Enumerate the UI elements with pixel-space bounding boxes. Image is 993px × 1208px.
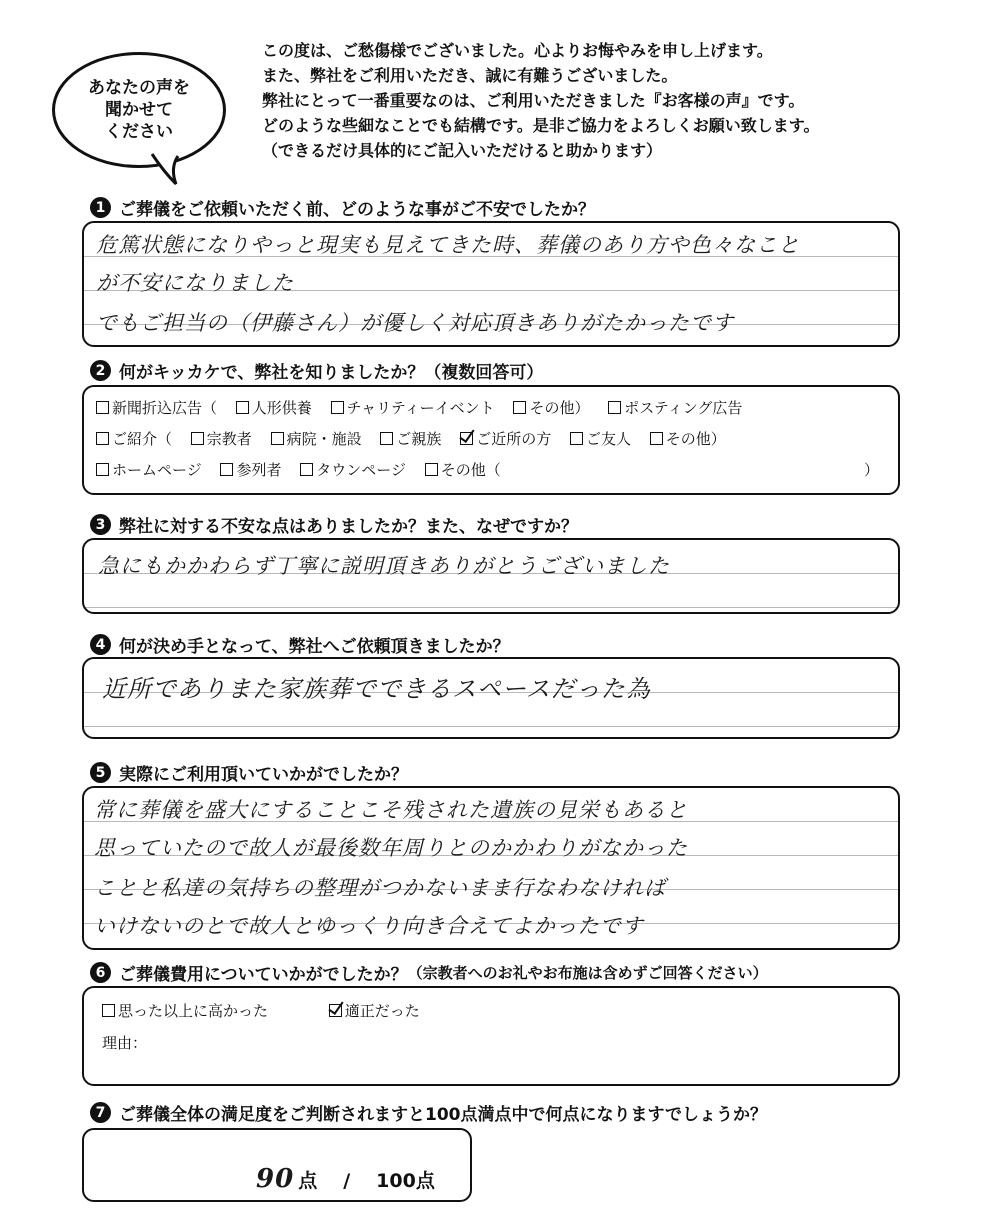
q7-score-box [82,1128,472,1202]
q7-score-row [256,1164,435,1194]
q5-answer-line: いけないのとで故人とゆっくり向き合えてよかったです [94,914,644,938]
q3-title [90,512,578,537]
q2-option-referral[interactable]: ご紹介（ [96,424,172,454]
q2-option-hospital[interactable]: 病院・施設 [271,424,362,454]
checkbox-icon[interactable] [220,463,233,476]
q5-title [90,760,408,785]
q5-answer-box[interactable] [82,786,900,950]
q1-answer-line: でもご担当の（伊藤さん）が優しく対応頂きありがたかったです [96,311,734,335]
q1-text: ご葬儀をご依頼いただく前、どのような事がご不安でしたか？ [119,200,595,220]
intro-text [262,38,962,163]
q2-option-newspaper[interactable]: 新聞折込広告（ [96,393,217,423]
q4-answer-box[interactable] [82,657,900,739]
intro-line: また、弊社をご利用いただき、誠に有難うございました。 [262,66,678,85]
checkbox-icon[interactable] [96,401,109,414]
q3-text: 弊社に対する不安な点はありましたか？また、なぜですか？ [119,517,578,537]
checkbox-icon[interactable] [236,401,249,414]
q5-text: 実際にご利用頂いていかがでしたか？ [119,765,408,785]
q6-answer-box [82,986,900,1086]
q2-title [90,358,543,383]
q6-option-expensive[interactable]: 思った以上に高かった [102,996,268,1026]
checkbox-icon[interactable] [102,1004,115,1017]
q6-option-row [102,996,434,1026]
q2-option-homepage[interactable]: ホームページ [96,455,202,485]
q4-answer-line: 近所でありまた家族葬でできるスペースだった為 [102,675,651,703]
q1-answer-line: が不安になりました [96,271,294,295]
q6-title [90,960,768,985]
q4-title [90,632,510,657]
voice-bubble [52,52,226,168]
q7-text: ご葬儀全体の満足度をご判断されますと100点満点中で何点になりますでしょうか？ [119,1105,767,1125]
intro-line: （できるだけ具体的にご記入いただけると助かります） [262,141,663,160]
q3-number: 3 [90,514,111,535]
q6-option-appropriate[interactable]: 適正だった [329,996,420,1026]
q2-option-row [96,455,515,485]
checkbox-icon[interactable] [271,432,284,445]
q1-number: 1 [90,197,111,218]
q5-answer-line: ことと私達の気持ちの整理がつかないまま行なわなければ [94,876,666,900]
q7-max: 100点 [376,1170,435,1192]
q2-option-row [96,393,756,423]
q5-number: 5 [90,762,111,783]
q2-option-friend[interactable]: ご友人 [570,424,631,454]
q1-title [90,195,595,220]
checkbox-icon[interactable] [380,432,393,445]
checkbox-icon[interactable] [513,401,526,414]
q2-option-townpage[interactable]: タウンページ [300,455,406,485]
q6-text: ご葬儀費用についていかがでしたか？ [119,965,408,985]
q3-answer-box[interactable] [82,538,900,614]
q4-number: 4 [90,634,111,655]
q7-score-unit: 点 [298,1170,318,1192]
q6-number: 6 [90,962,111,983]
checkbox-icon[interactable] [331,401,344,414]
checkbox-checked-icon[interactable] [460,432,473,445]
bubble-line: 聞かせて [105,100,173,120]
q6-reason-label: 理由： [102,1034,148,1052]
checkbox-icon[interactable] [650,432,663,445]
q6-note: （宗教者へのお礼やお布施は含めずご回答ください） [407,964,768,982]
bubble-line: あなたの声を [88,78,190,98]
q7-score-value[interactable]: 90 [256,1164,295,1194]
checkbox-icon[interactable] [425,463,438,476]
checkbox-icon[interactable] [300,463,313,476]
q2-option-other2[interactable]: その他） [650,424,726,454]
q1-answer-box[interactable] [82,221,900,347]
checkbox-icon[interactable] [96,463,109,476]
checkbox-icon[interactable] [96,432,109,445]
checkbox-icon[interactable] [191,432,204,445]
q7-number: 7 [90,1102,111,1123]
q2-option-charity[interactable]: チャリティーイベント [331,393,495,423]
bubble-tail-icon [150,150,190,186]
q2-text: 何がキッカケで、弊社を知りましたか？（複数回答可） [119,363,544,383]
intro-line: どのような些細なことでも結構です。是非ご協力をよろしくお願い致します。 [262,116,820,135]
q7-title [90,1100,767,1125]
checkbox-checked-icon[interactable] [329,1004,342,1017]
q4-text: 何が決め手となって、弊社へご依頼頂きましたか？ [119,637,510,657]
q3-answer-line: 急にもかかわらず丁寧に説明頂きありがとうございました [98,554,670,578]
q2-option-doll[interactable]: 人形供養 [236,393,312,423]
q2-option-neighbor[interactable]: ご近所の方 [460,424,551,454]
q2-close-paren: ） [864,461,880,479]
q2-option-posting[interactable]: ポスティング広告 [608,393,742,423]
q1-answer-line: 危篤状態になりやっと現実も見えてきた時、葬儀のあり方や色々なこと [96,233,800,257]
q2-option-relatives[interactable]: ご親族 [380,424,441,454]
bubble-line: ください [105,122,173,142]
q2-option-other1[interactable]: その他） [513,393,589,423]
intro-line: この度は、ご愁傷様でございました。心よりお悔やみを申し上げます。 [262,41,773,60]
checkbox-icon[interactable] [608,401,621,414]
q5-answer-line: 常に葬儀を盛大にすることこそ残された遺族の見栄もあると [94,798,688,822]
q6-reason-field[interactable] [168,1052,868,1053]
q5-answer-line: 思っていたので故人が最後数年周りとのかかわりがなかった [94,836,688,860]
q7-separator: / [343,1170,351,1192]
intro-line: 弊社にとって一番重要なのは、ご利用いただきました『お客様の声』です。 [262,91,805,110]
q2-option-other3[interactable]: その他（ [425,455,501,485]
q2-option-row [96,424,740,454]
q2-option-religious[interactable]: 宗教者 [191,424,252,454]
q2-options-box [82,385,900,495]
q2-option-attendee[interactable]: 参列者 [220,455,281,485]
checkbox-icon[interactable] [570,432,583,445]
q2-number: 2 [90,360,111,381]
